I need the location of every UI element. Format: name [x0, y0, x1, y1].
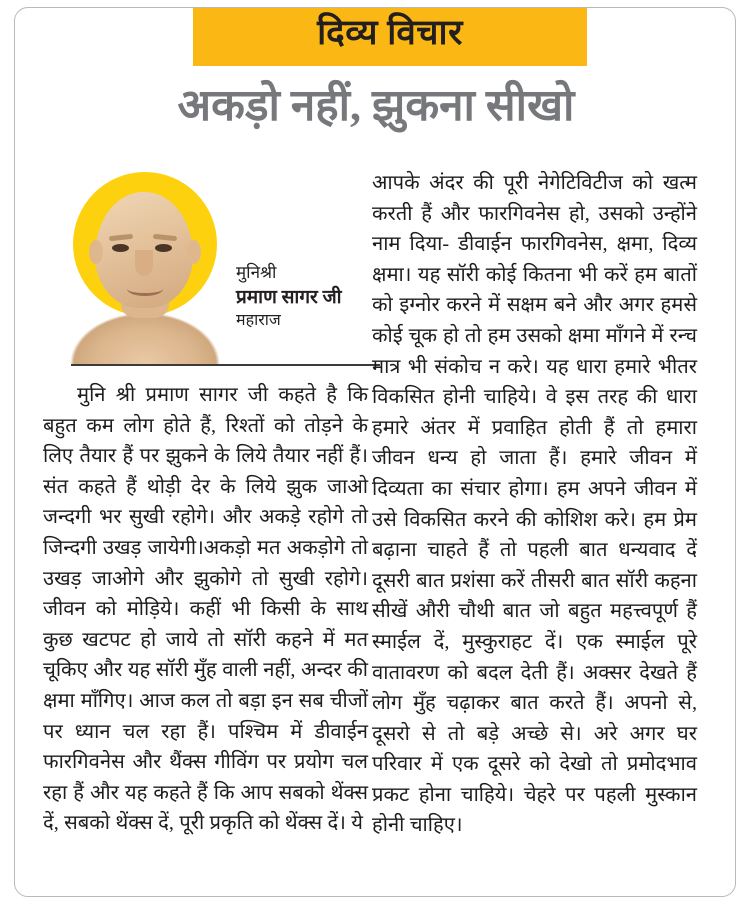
article-body-right: आपके अंदर की पूरी नेगेटिविटीज को खत्म करती हैं और फारगिवनेस हो, उसको उन्होंने नाम दिया- डीवाईन फारगिवनेस, क्षमा, दिव्य क्षमा। यह सॉरी कोई कितना भी करें हम बातों को इग्नोर करने में सक्षम बने और अगर हमसे कोई चूक हो तो हम उसको क्षमा माँगने में रन्च मात्र भी संकोच न करे। यह धारा हमारे भीतर विकसित होनी चाहिये। वे इस तरह की धारा हमारे अंतर में प्रवाहित होती हैं तो हमारा जीवन धन्य हो जाता हैं। हमारे जीवन में दिव्यता का संचार होगा। हम अपने जीवन में उसे विकसित करने की कोशिश करे। हम प्रेम बढ़ाना चाहते हैं तो पहली बात धन्यवाद दें दूसरी बात प्रशंसा करें तीसरी बात सॉरी कहना सीखें औरी चौथी बात जो बहुत महत्त्वपूर्ण हैं स्माईल दें, मुस्कुराहट दें। एक स्माईल पूरे वातावरण को बदल देती हैं। अक्सर देखते हैं लोग मुँह चढ़ाकर बात करते हैं। अपनो से, दूसरो से तो बड़े अच्छे से। अरे अगर घर परिवार में एक दूसरे को देखो तो प्रमोदभाव प्रकट होना चाहिये। चेहरे पर पहली मुस्कान होनी चाहिए। — [372, 172, 697, 837]
portrait-ear-right — [187, 240, 201, 264]
monk-portrait-icon — [65, 182, 225, 364]
byline-suffix: महाराज — [236, 312, 281, 330]
article-columns — [15, 168, 736, 888]
newspaper-clipping-card — [14, 7, 736, 897]
portrait-block — [43, 168, 368, 364]
byline-prefix: मुनिश्री — [236, 263, 277, 282]
section-title: दिव्य विचार — [317, 12, 463, 52]
column-divider-rule — [71, 364, 380, 366]
portrait-eye-right — [155, 244, 172, 252]
banner-row — [15, 7, 736, 67]
left-column — [43, 168, 368, 835]
portrait-nose — [135, 250, 153, 276]
section-banner — [193, 7, 587, 66]
article-headline: अकड़ो नहीं, झुकना सीखो — [177, 81, 575, 130]
byline-name: प्रमाण सागर जी — [236, 286, 342, 308]
byline — [236, 262, 370, 332]
portrait-mouth — [127, 282, 163, 296]
portrait-eye-left — [112, 244, 129, 252]
article-body-left: मुनि श्री प्रमाण सागर जी कहते है कि बहुत कम लोग होते हैं, रिश्तों को तोड़ने के लिए तैयार हैं पर झुकने के लिये तैयार नहीं हैं। संत कहते हैं थोड़ी देर के लिये झुक जाओ जन्दगी भर सुखी रहोगे। और अकड़े रहोगे तो जिन्दगी उखड़ जायेगी।अकड़ो मत अकड़ोगे तो उखड़ जाओगे और झुकोगे तो सुखी रहोगे। जीवन को मोड़िये। कहीं भी किसी के साथ कुछ खटपट हो जाये तो सॉरी कहने में मत चूकिए और यह सॉरी मुँह वाली नहीं, अन्दर की क्षमा माँगिए। आज कल तो बड़ा इन सब चीजों पर ध्यान चल रहा हैं। पश्चिम में डीवाईन फारगिवनेस और थैंक्स गीविंग पर प्रयोग चल रहा हैं और यह कहते हैं कि आप सबको थेंक्स दें, सबको थेंक्स दें, पूरी प्रकृति को थेंक्स दें। ये — [43, 384, 368, 835]
portrait-ear-left — [89, 240, 103, 264]
